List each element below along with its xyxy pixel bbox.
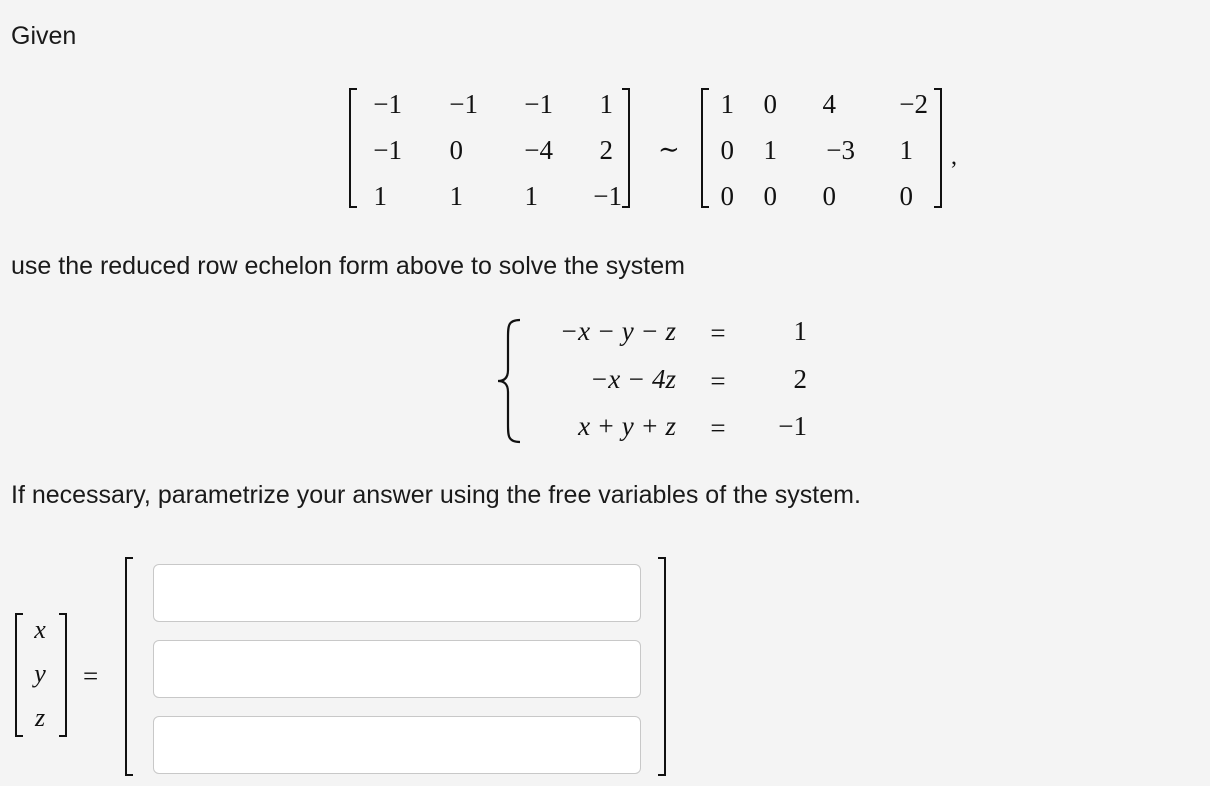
equation-rhs: 1	[793, 316, 807, 346]
matrix-a-cell: 2	[599, 135, 613, 165]
equation-lhs: x + y + z	[578, 411, 676, 441]
variable-y: y	[34, 659, 46, 688]
matrix-a-cell: 1	[449, 181, 463, 211]
matrix-a-cell: −1	[524, 89, 553, 119]
rref-cell: 0	[822, 181, 836, 211]
rref-cell: 0	[899, 181, 913, 211]
equation-lhs: −x − 4z	[590, 364, 676, 394]
rref-cell: 0	[720, 135, 734, 165]
answer-right-bracket	[658, 557, 666, 776]
intro-text: Given	[11, 22, 77, 50]
answer-z-input[interactable]	[153, 716, 641, 774]
matrix-a-cell: −1	[449, 89, 478, 119]
variable-vector-left-bracket	[15, 613, 23, 737]
rref-cell: 0	[763, 89, 777, 119]
equation-rhs: 2	[793, 364, 807, 394]
matrix-a-right-bracket	[622, 88, 630, 208]
answer-left-bracket	[125, 557, 133, 776]
rref-right-bracket	[934, 88, 942, 208]
rref-cell: −2	[899, 89, 928, 119]
variable-z: z	[34, 703, 46, 732]
rref-cell: 0	[763, 181, 777, 211]
rref-cell: 1	[899, 135, 913, 165]
matrix-a-cell: −1	[373, 135, 402, 165]
rref-cell: 0	[720, 181, 734, 211]
matrix-a-cell: −1	[373, 89, 402, 119]
rref-cell: 1	[763, 135, 777, 165]
matrix-a-cell: 1	[599, 89, 613, 119]
answer-equals: =	[83, 661, 99, 691]
matrix-a-cell: 0	[449, 135, 463, 165]
matrix-a-cell: 1	[524, 181, 538, 211]
equation-equals: =	[710, 318, 726, 348]
equation-equals: =	[710, 366, 726, 396]
rref-cell: −3	[826, 135, 855, 165]
variable-vector-right-bracket	[59, 613, 67, 737]
matrix-a-cell: −4	[524, 135, 553, 165]
equation-lhs: −x − y − z	[559, 316, 676, 346]
instruction-text: use the reduced row echelon form above to solve the system	[11, 252, 685, 280]
variable-x: x	[34, 615, 46, 644]
trailing-comma: ,	[951, 144, 957, 170]
equation-rhs: −1	[778, 411, 807, 441]
rref-cell: 4	[822, 89, 836, 119]
rref-cell: 1	[720, 89, 734, 119]
answer-y-input[interactable]	[153, 640, 641, 698]
equation-equals: =	[710, 413, 726, 443]
matrix-a-cell: 1	[373, 181, 387, 211]
parametrize-note: If necessary, parametrize your answer using the free variables of the system.	[11, 481, 861, 509]
matrix-a-cell: −1	[593, 181, 622, 211]
answer-x-input[interactable]	[153, 564, 641, 622]
row-equivalence-symbol: ∼	[658, 135, 680, 164]
